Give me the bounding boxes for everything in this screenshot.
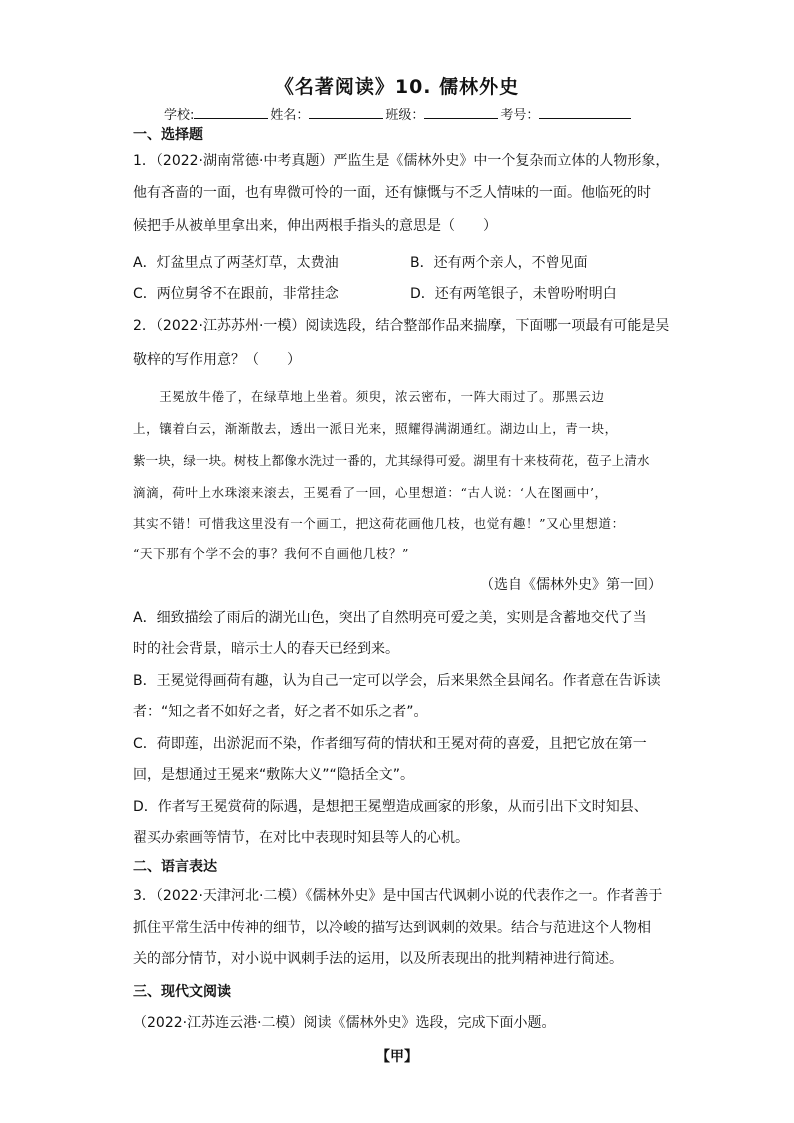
q2-option-d-line-1[interactable]: D．作者写王冕赏荷的际遇，是想把王冕塑造成画家的形象，从而引出下文时知县、	[133, 799, 648, 815]
q2-option-a-line-1[interactable]: A．细致描绘了雨后的湖光山色，突出了自然明亮可爱之美，实则是含蓄地交代了当	[133, 610, 647, 626]
q2-line-2: 敬梓的写作用意？（ ）	[133, 352, 301, 368]
q2-option-b-line-2[interactable]: 者：“知之者不如好之者，好之者不如乐之者”。	[133, 704, 428, 720]
section-heading-language: 二、语言表达	[133, 859, 217, 875]
passage-line-6: “天下那有个学不会的事？我何不自画他几枝？”	[133, 546, 409, 561]
page-title: 《名著阅读》10. 儒林外史	[274, 76, 520, 98]
school-label: 学校:	[164, 108, 195, 123]
school-blank[interactable]	[194, 106, 268, 119]
q1-option-b[interactable]: B．还有两个亲人，不曾见面	[410, 255, 588, 271]
student-info-line	[164, 104, 633, 123]
passage-line-3: 紫一块，绿一块。树枝上都像水洗过一番的，尤其绿得可爱。湖里有十来枝荷花，苞子上清水	[133, 453, 650, 468]
number-blank[interactable]	[539, 106, 631, 119]
name-blank[interactable]	[309, 106, 383, 119]
q4-intro: （2022·江苏连云港·二模）阅读《儒林外史》选段，完成下面小题。	[133, 1015, 556, 1031]
passage-line-4: 滴滴，荷叶上水珠滚来滚去，王冕看了一回，心里想道：“古人说：‘人在图画中’，	[133, 485, 608, 500]
passage-mark-jia: 【甲】	[376, 1049, 418, 1065]
section-heading-choice: 一、选择题	[133, 127, 203, 143]
q3-line-3: 关的部分情节，对小说中讽刺手法的运用，以及所表现出的批判精神进行简述。	[133, 951, 623, 967]
class-blank[interactable]	[424, 106, 498, 119]
q1-option-d[interactable]: D．还有两笔银子，未曾吩咐明白	[410, 286, 617, 302]
q2-line-1: 2．（2022·江苏苏州·一模）阅读选段，结合整部作品来揣摩，下面哪一项最有可能是吴	[133, 318, 670, 334]
q1-line-2: 他有吝啬的一面，也有卑微可怜的一面，还有慷慨与不乏人情味的一面。他临死的时	[133, 185, 651, 201]
passage-line-2: 上，镶着白云，渐渐散去，透出一派日光来，照耀得满湖通红。湖边山上，青一块，	[133, 421, 618, 436]
class-label: 班级：	[385, 108, 425, 123]
q1-line-3: 候把手从被单里拿出来，伸出两根手指头的意思是（ ）	[133, 218, 497, 234]
passage-line-1: 王冕放牛倦了，在绿草地上坐着。须臾，浓云密布，一阵大雨过了。那黑云边	[133, 389, 605, 404]
q1-option-c[interactable]: C．两位舅爷不在跟前，非常挂念	[133, 286, 339, 302]
q3-line-2: 抓住平常生活中传神的细节，以冷峻的描写达到讽刺的效果。结合与范进这个人物相	[133, 920, 651, 936]
q3-line-1: 3．（2022·天津河北·二模）《儒林外史》是中国古代讽刺小说的代表作之一。作者善于	[133, 888, 663, 904]
q2-option-c-line-1[interactable]: C．荷即莲，出淤泥而不染，作者细写荷的情状和王冕对荷的喜爱，且把它放在第一	[133, 736, 647, 752]
q2-option-b-line-1[interactable]: B．王冕觉得画荷有趣，认为自己一定可以学会，后来果然全县闻名。作者意在告诉读	[133, 673, 661, 689]
q1-option-a[interactable]: A．灯盆里点了两茎灯草，太费油	[133, 255, 339, 271]
q2-option-c-line-2[interactable]: 回，是想通过王冕来“敷陈大义”“隐括全文”。	[133, 767, 415, 783]
q1-line-1: 1．（2022·湖南常德·中考真题）严监生是《儒林外史》中一个复杂而立体的人物形象，	[133, 153, 670, 169]
name-label: 姓名：	[270, 108, 310, 123]
number-label: 考号：	[500, 108, 540, 123]
q2-option-a-line-2[interactable]: 时的社会背景，暗示士人的春天已经到来。	[133, 641, 399, 657]
q2-option-d-line-2[interactable]: 翟买办索画等情节，在对比中表现时知县等人的心机。	[133, 830, 469, 846]
passage-source: （选自《儒林外史》第一回）	[480, 577, 662, 593]
passage-line-5: 其实不错！可惜我这里没有一个画工，把这荷花画他几枝，也觉有趣！”又心里想道：	[133, 516, 625, 531]
section-heading-reading: 三、现代文阅读	[133, 984, 231, 1000]
